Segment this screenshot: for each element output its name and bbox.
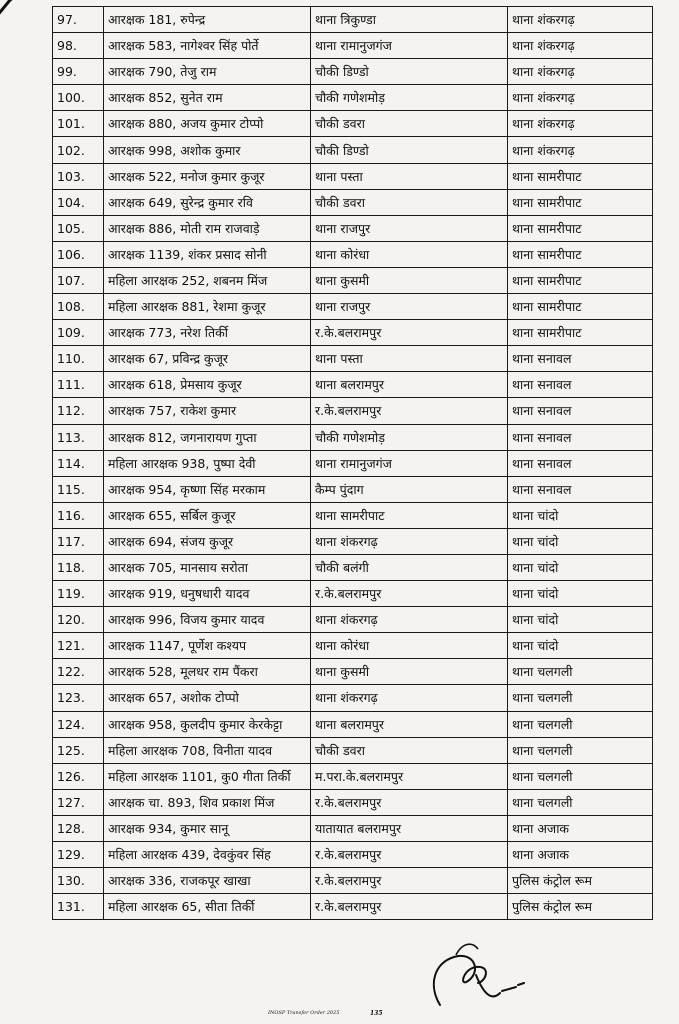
row-number: 113. [53,424,104,450]
new-posting: थाना सामरीपाट [508,267,653,293]
table-row [53,215,653,241]
row-number: 117. [53,528,104,554]
new-posting: थाना चांदो [508,633,653,659]
new-posting: थाना सनावल [508,398,653,424]
current-posting: यातायात बलरामपुर [311,815,508,841]
current-posting: थाना रामानुजगंज [311,450,508,476]
employee-name: आरक्षक 919, धनुषधारी यादव [104,581,311,607]
current-posting: थाना पस्ता [311,163,508,189]
current-posting: थाना त्रिकुण्डा [311,7,508,33]
new-posting: थाना चलगली [508,763,653,789]
employee-name: आरक्षक 1147, पूर्णेश कश्यप [104,633,311,659]
new-posting: थाना चलगली [508,737,653,763]
current-posting: थाना शंकरगढ़ [311,685,508,711]
row-number: 106. [53,241,104,267]
employee-name: आरक्षक 996, विजय कुमार यादव [104,607,311,633]
table-row [53,241,653,267]
row-number: 107. [53,267,104,293]
employee-name: आरक्षक 705, मानसाय सरोता [104,554,311,580]
employee-name: आरक्षक 934, कुमार सानू [104,815,311,841]
employee-name: आरक्षक चा. 893, शिव प्रकाश मिंज [104,789,311,815]
row-number: 126. [53,763,104,789]
employee-name: आरक्षक 1139, शंकर प्रसाद सोनी [104,241,311,267]
current-posting: कैम्प पुंदाग [311,476,508,502]
employee-name: महिला आरक्षक 65, सीता तिर्की [104,894,311,920]
current-posting: थाना शंकरगढ़ [311,528,508,554]
table-row [53,294,653,320]
new-posting: थाना अजाक [508,842,653,868]
table-row [53,163,653,189]
row-number: 104. [53,189,104,215]
new-posting: थाना चलगली [508,789,653,815]
table-row [53,763,653,789]
employee-name: आरक्षक 812, जगनारायण गुप्ता [104,424,311,450]
new-posting: थाना शंकरगढ़ [508,33,653,59]
current-posting: र.के.बलरामपुर [311,398,508,424]
current-posting: चौकी डवरा [311,111,508,137]
new-posting: थाना सामरीपाट [508,163,653,189]
new-posting: थाना सामरीपाट [508,241,653,267]
employee-name: आरक्षक 649, सुरेन्द्र कुमार रवि [104,189,311,215]
table-row [53,685,653,711]
table-row [53,346,653,372]
row-number: 120. [53,607,104,633]
table-row [53,476,653,502]
employee-name: आरक्षक 773, नरेश तिर्की [104,320,311,346]
row-number: 119. [53,581,104,607]
row-number: 129. [53,842,104,868]
employee-name: आरक्षक 886, मोती राम राजवाड़े [104,215,311,241]
new-posting: थाना शंकरगढ़ [508,59,653,85]
table-row [53,737,653,763]
row-number: 97. [53,7,104,33]
current-posting: र.के.बलरामपुर [311,842,508,868]
row-number: 123. [53,685,104,711]
new-posting: थाना चांदो [508,554,653,580]
current-posting: म.परा.के.बलरामपुर [311,763,508,789]
employee-name: महिला आरक्षक 252, शबनम मिंज [104,267,311,293]
employee-name: आरक्षक 657, अशोक टोप्पो [104,685,311,711]
employee-name: महिला आरक्षक 439, देवकुंवर सिंह [104,842,311,868]
page-number: 135 [370,1010,383,1017]
table-row [53,267,653,293]
employee-name: महिला आरक्षक 1101, कु0 गीता तिर्की [104,763,311,789]
employee-name: आरक्षक 655, सर्बिल कुजूर [104,502,311,528]
table-row [53,815,653,841]
signature [420,935,540,1015]
row-number: 130. [53,868,104,894]
new-posting: पुलिस कंट्रोल रूम [508,894,653,920]
row-number: 98. [53,33,104,59]
table-row [53,111,653,137]
employee-name: महिला आरक्षक 881, रेशमा कुजूर [104,294,311,320]
new-posting: थाना सामरीपाट [508,189,653,215]
current-posting: र.के.बलरामपुर [311,320,508,346]
row-number: 128. [53,815,104,841]
row-number: 127. [53,789,104,815]
table-row [53,894,653,920]
employee-name: आरक्षक 618, प्रेमसाय कुजूर [104,372,311,398]
new-posting: पुलिस कंट्रोल रूम [508,868,653,894]
new-posting: थाना सनावल [508,450,653,476]
new-posting: थाना अजाक [508,815,653,841]
current-posting: थाना कोरंधा [311,633,508,659]
table-row [53,424,653,450]
current-posting: थाना शंकरगढ़ [311,607,508,633]
table-row [53,633,653,659]
table-row [53,868,653,894]
current-posting: थाना रामानुजगंज [311,33,508,59]
table-row [53,528,653,554]
current-posting: चौकी डिण्डो [311,59,508,85]
footer-text: INOSP Transfer Order 2025 [268,1010,340,1016]
row-number: 115. [53,476,104,502]
current-posting: चौकी डवरा [311,189,508,215]
current-posting: र.के.बलरामपुर [311,581,508,607]
current-posting: थाना बलरामपुर [311,372,508,398]
row-number: 124. [53,711,104,737]
table-row [53,320,653,346]
new-posting: थाना सामरीपाट [508,294,653,320]
row-number: 112. [53,398,104,424]
row-number: 110. [53,346,104,372]
employee-name: आरक्षक 336, राजकपूर खाखा [104,868,311,894]
row-number: 111. [53,372,104,398]
new-posting: थाना चलगली [508,685,653,711]
new-posting: थाना चांदो [508,607,653,633]
row-number: 121. [53,633,104,659]
table-row [53,711,653,737]
employee-name: महिला आरक्षक 938, पुष्पा देवी [104,450,311,476]
new-posting: थाना चलगली [508,659,653,685]
employee-name: आरक्षक 790, तेजु राम [104,59,311,85]
row-number: 118. [53,554,104,580]
table-row [53,137,653,163]
row-number: 131. [53,894,104,920]
table-row [53,789,653,815]
current-posting: थाना सामरीपाट [311,502,508,528]
corner-mark [0,0,52,24]
new-posting: थाना चांदो [508,502,653,528]
table-row [53,33,653,59]
row-number: 102. [53,137,104,163]
employee-name: आरक्षक 583, नागेश्वर सिंह पोर्ते [104,33,311,59]
row-number: 99. [53,59,104,85]
current-posting: थाना कुसमी [311,267,508,293]
row-number: 108. [53,294,104,320]
row-number: 114. [53,450,104,476]
employee-name: आरक्षक 522, मनोज कुमार कुजूर [104,163,311,189]
row-number: 125. [53,737,104,763]
table-row [53,398,653,424]
current-posting: र.के.बलरामपुर [311,868,508,894]
row-number: 105. [53,215,104,241]
table-row [53,581,653,607]
current-posting: चौकी डिण्डो [311,137,508,163]
table-row [53,7,653,33]
new-posting: थाना शंकरगढ़ [508,7,653,33]
table-row [53,85,653,111]
row-number: 100. [53,85,104,111]
row-number: 122. [53,659,104,685]
current-posting: थाना कोरंधा [311,241,508,267]
new-posting: थाना शंकरगढ़ [508,137,653,163]
current-posting: र.के.बलरामपुर [311,789,508,815]
current-posting: चौकी बलंगी [311,554,508,580]
new-posting: थाना सनावल [508,346,653,372]
new-posting: थाना सनावल [508,476,653,502]
new-posting: थाना सनावल [508,372,653,398]
table-row [53,189,653,215]
employee-name: आरक्षक 880, अजय कुमार टोप्पो [104,111,311,137]
current-posting: थाना राजपुर [311,215,508,241]
current-posting: र.के.बलरामपुर [311,894,508,920]
transfer-list-table [52,6,653,920]
table-row [53,450,653,476]
employee-name: आरक्षक 954, कृष्णा सिंह मरकाम [104,476,311,502]
new-posting: थाना शंकरगढ़ [508,111,653,137]
new-posting: थाना चांदो [508,581,653,607]
row-number: 103. [53,163,104,189]
employee-name: आरक्षक 181, रुपेन्द्र [104,7,311,33]
row-number: 101. [53,111,104,137]
new-posting: थाना सामरीपाट [508,320,653,346]
table-row [53,842,653,868]
row-number: 109. [53,320,104,346]
table-row [53,502,653,528]
table-row [53,372,653,398]
employee-name: आरक्षक 958, कुलदीप कुमार केरकेट्टा [104,711,311,737]
current-posting: चौकी गणेशमोड़ [311,85,508,111]
table-row [53,659,653,685]
new-posting: थाना शंकरगढ़ [508,85,653,111]
employee-name: आरक्षक 852, सुनेत राम [104,85,311,111]
employee-name: आरक्षक 67, प्रविन्द्र कुजूर [104,346,311,372]
employee-name: आरक्षक 998, अशोक कुमार [104,137,311,163]
table-row [53,59,653,85]
employee-name: आरक्षक 757, राकेश कुमार [104,398,311,424]
employee-name: महिला आरक्षक 708, विनीता यादव [104,737,311,763]
current-posting: थाना कुसमी [311,659,508,685]
table-row [53,607,653,633]
table-row [53,554,653,580]
employee-name: आरक्षक 694, संजय कुजूर [104,528,311,554]
new-posting: थाना सामरीपाट [508,215,653,241]
new-posting: थाना चलगली [508,711,653,737]
row-number: 116. [53,502,104,528]
current-posting: थाना राजपुर [311,294,508,320]
current-posting: चौकी गणेशमोड़ [311,424,508,450]
current-posting: चौकी डवरा [311,737,508,763]
current-posting: थाना पस्ता [311,346,508,372]
transfer-list-body [53,7,653,920]
new-posting: थाना सनावल [508,424,653,450]
current-posting: थाना बलरामपुर [311,711,508,737]
new-posting: थाना चांदो [508,528,653,554]
employee-name: आरक्षक 528, मूलधर राम पैंकरा [104,659,311,685]
